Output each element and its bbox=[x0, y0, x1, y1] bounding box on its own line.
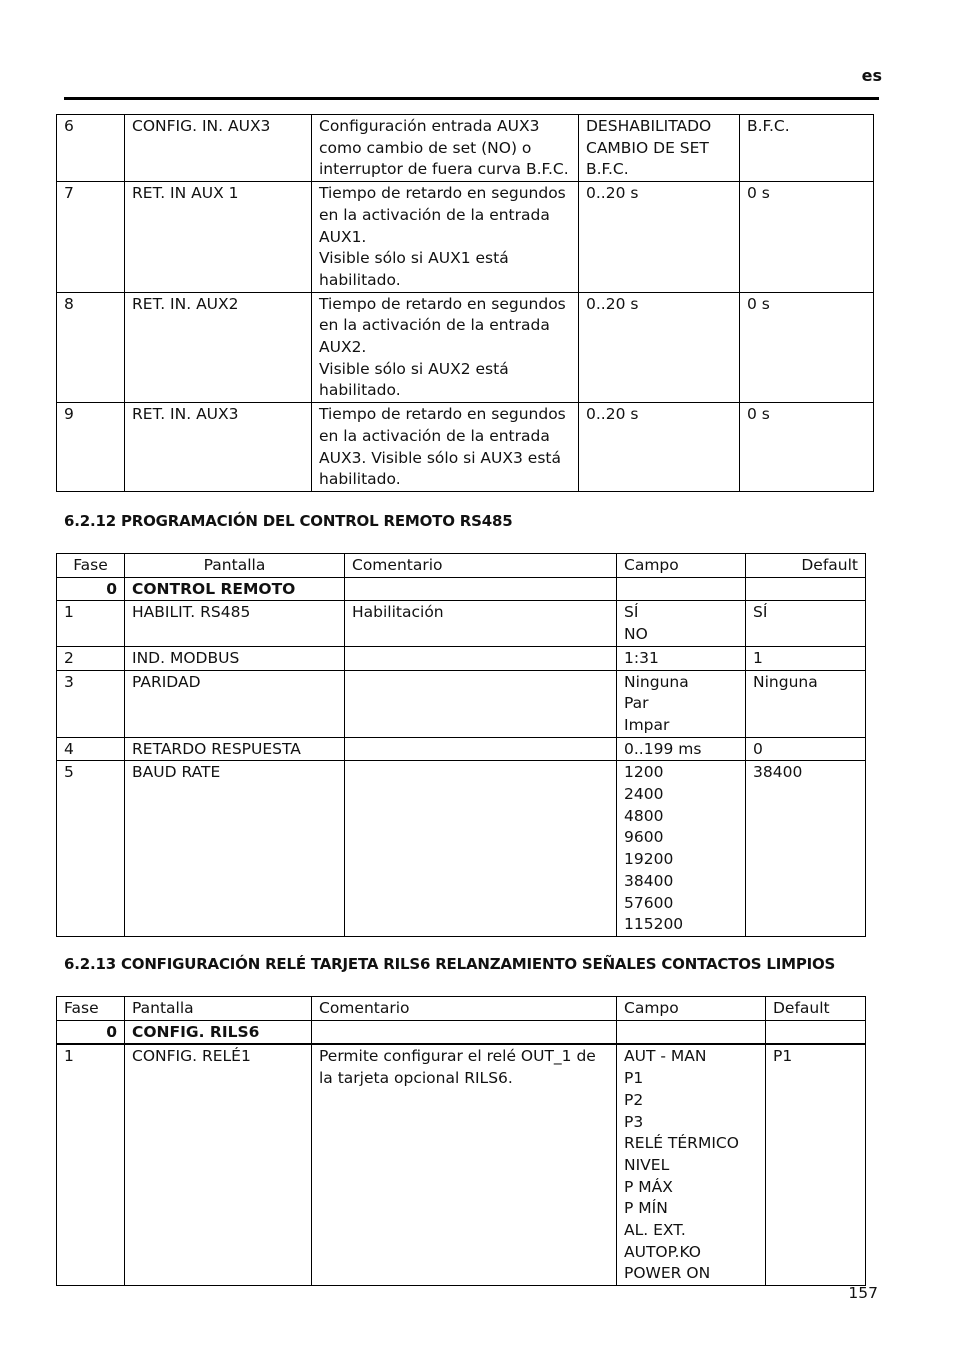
language-label: es bbox=[861, 66, 882, 85]
header-fase: Fase bbox=[57, 554, 125, 578]
header-campo: Campo bbox=[617, 997, 766, 1021]
table-row bbox=[57, 403, 874, 492]
header-default: Default bbox=[746, 554, 866, 578]
fase-cell: 9 bbox=[57, 403, 125, 492]
pantalla-cell: RETARDO RESPUESTA bbox=[125, 737, 345, 761]
comentario-cell: Tiempo de retardo en segundos en la activación de la entrada AUX2. Visible sólo si AUX2 está habilitado. bbox=[312, 292, 579, 403]
default-cell: P1 bbox=[766, 1044, 866, 1285]
campo-cell: AUT - MAN P1 P2 P3 RELÉ TÉRMICO NIVEL P MÁX P MÍN AL. EXT. AUTOP.KO POWER ON bbox=[617, 1044, 766, 1285]
table-row bbox=[57, 115, 874, 182]
campo-cell: 0..199 ms bbox=[617, 737, 746, 761]
default-cell: B.F.C. bbox=[740, 115, 874, 182]
comentario-cell: Habilitación bbox=[345, 601, 617, 646]
aux-config-table bbox=[56, 114, 874, 492]
group-default bbox=[766, 1020, 866, 1044]
default-cell: 38400 bbox=[746, 761, 866, 937]
default-cell: 0 s bbox=[740, 182, 874, 293]
fase-cell: 6 bbox=[57, 115, 125, 182]
comentario-cell bbox=[345, 761, 617, 937]
header-rule bbox=[64, 97, 879, 100]
pantalla-cell: RET. IN. AUX2 bbox=[125, 292, 312, 403]
comentario-cell: Tiempo de retardo en segundos en la activación de la entrada AUX3. Visible sólo si AUX3 está habilitado. bbox=[312, 403, 579, 492]
campo-cell: Ninguna Par Impar bbox=[617, 670, 746, 737]
fase-cell: 4 bbox=[57, 737, 125, 761]
default-cell: 0 bbox=[746, 737, 866, 761]
pantalla-cell: PARIDAD bbox=[125, 670, 345, 737]
campo-cell: 0..20 s bbox=[579, 182, 740, 293]
group-comentario bbox=[345, 577, 617, 601]
default-cell: 1 bbox=[746, 646, 866, 670]
table-row bbox=[57, 292, 874, 403]
table-row bbox=[57, 182, 874, 293]
group-fase: 0 bbox=[57, 577, 125, 601]
campo-cell: 1200 2400 4800 9600 19200 38400 57600 115200 bbox=[617, 761, 746, 937]
pantalla-cell: BAUD RATE bbox=[125, 761, 345, 937]
table-row bbox=[57, 1044, 866, 1285]
table-row bbox=[57, 646, 866, 670]
campo-cell: 0..20 s bbox=[579, 292, 740, 403]
table-group-row bbox=[57, 577, 866, 601]
fase-cell: 5 bbox=[57, 761, 125, 937]
header-fase: Fase bbox=[57, 997, 125, 1021]
default-cell: SÍ bbox=[746, 601, 866, 646]
fase-cell: 7 bbox=[57, 182, 125, 293]
header-pantalla: Pantalla bbox=[125, 997, 312, 1021]
default-cell: 0 s bbox=[740, 292, 874, 403]
comentario-cell: Permite configurar el relé OUT_1 de la tarjeta opcional RILS6. bbox=[312, 1044, 617, 1285]
group-pantalla: CONFIG. RILS6 bbox=[125, 1020, 312, 1044]
header-comentario: Comentario bbox=[345, 554, 617, 578]
table-row bbox=[57, 761, 866, 937]
page-number: 157 bbox=[848, 1284, 878, 1302]
pantalla-cell: RET. IN AUX 1 bbox=[125, 182, 312, 293]
fase-cell: 3 bbox=[57, 670, 125, 737]
campo-cell: DESHABILITADO CAMBIO DE SET B.F.C. bbox=[579, 115, 740, 182]
table-row bbox=[57, 737, 866, 761]
header-campo: Campo bbox=[617, 554, 746, 578]
header-default: Default bbox=[766, 997, 866, 1021]
fase-cell: 2 bbox=[57, 646, 125, 670]
rs485-table bbox=[56, 553, 866, 937]
table-group-row bbox=[57, 1020, 866, 1044]
header-pantalla: Pantalla bbox=[125, 554, 345, 578]
header-comentario: Comentario bbox=[312, 997, 617, 1021]
default-cell: Ninguna bbox=[746, 670, 866, 737]
table-header-row bbox=[57, 997, 866, 1021]
section-heading-rils6: 6.2.13 CONFIGURACIÓN RELÉ TARJETA RILS6 RELANZAMIENTO SEÑALES CONTACTOS LIMPIOS bbox=[64, 955, 836, 973]
fase-cell: 1 bbox=[57, 1044, 125, 1285]
fase-cell: 1 bbox=[57, 601, 125, 646]
group-fase: 0 bbox=[57, 1020, 125, 1044]
table-row bbox=[57, 601, 866, 646]
pantalla-cell: RET. IN. AUX3 bbox=[125, 403, 312, 492]
default-cell: 0 s bbox=[740, 403, 874, 492]
pantalla-cell: CONFIG. RELÉ1 bbox=[125, 1044, 312, 1285]
group-campo bbox=[617, 577, 746, 601]
comentario-cell bbox=[345, 646, 617, 670]
group-pantalla: CONTROL REMOTO bbox=[125, 577, 345, 601]
comentario-cell bbox=[345, 737, 617, 761]
table-header-row bbox=[57, 554, 866, 578]
fase-cell: 8 bbox=[57, 292, 125, 403]
campo-cell: 1:31 bbox=[617, 646, 746, 670]
campo-cell: SÍ NO bbox=[617, 601, 746, 646]
group-campo bbox=[617, 1020, 766, 1044]
pantalla-cell: CONFIG. IN. AUX3 bbox=[125, 115, 312, 182]
comentario-cell: Configuración entrada AUX3 como cambio de set (NO) o interruptor de fuera curva B.F.C. bbox=[312, 115, 579, 182]
group-comentario bbox=[312, 1020, 617, 1044]
table-row bbox=[57, 670, 866, 737]
pantalla-cell: IND. MODBUS bbox=[125, 646, 345, 670]
rils6-table bbox=[56, 996, 866, 1286]
pantalla-cell: HABILIT. RS485 bbox=[125, 601, 345, 646]
comentario-cell: Tiempo de retardo en segundos en la activación de la entrada AUX1. Visible sólo si AUX1 está habilitado. bbox=[312, 182, 579, 293]
group-default bbox=[746, 577, 866, 601]
campo-cell: 0..20 s bbox=[579, 403, 740, 492]
section-heading-rs485: 6.2.12 PROGRAMACIÓN DEL CONTROL REMOTO RS485 bbox=[64, 512, 513, 530]
comentario-cell bbox=[345, 670, 617, 737]
